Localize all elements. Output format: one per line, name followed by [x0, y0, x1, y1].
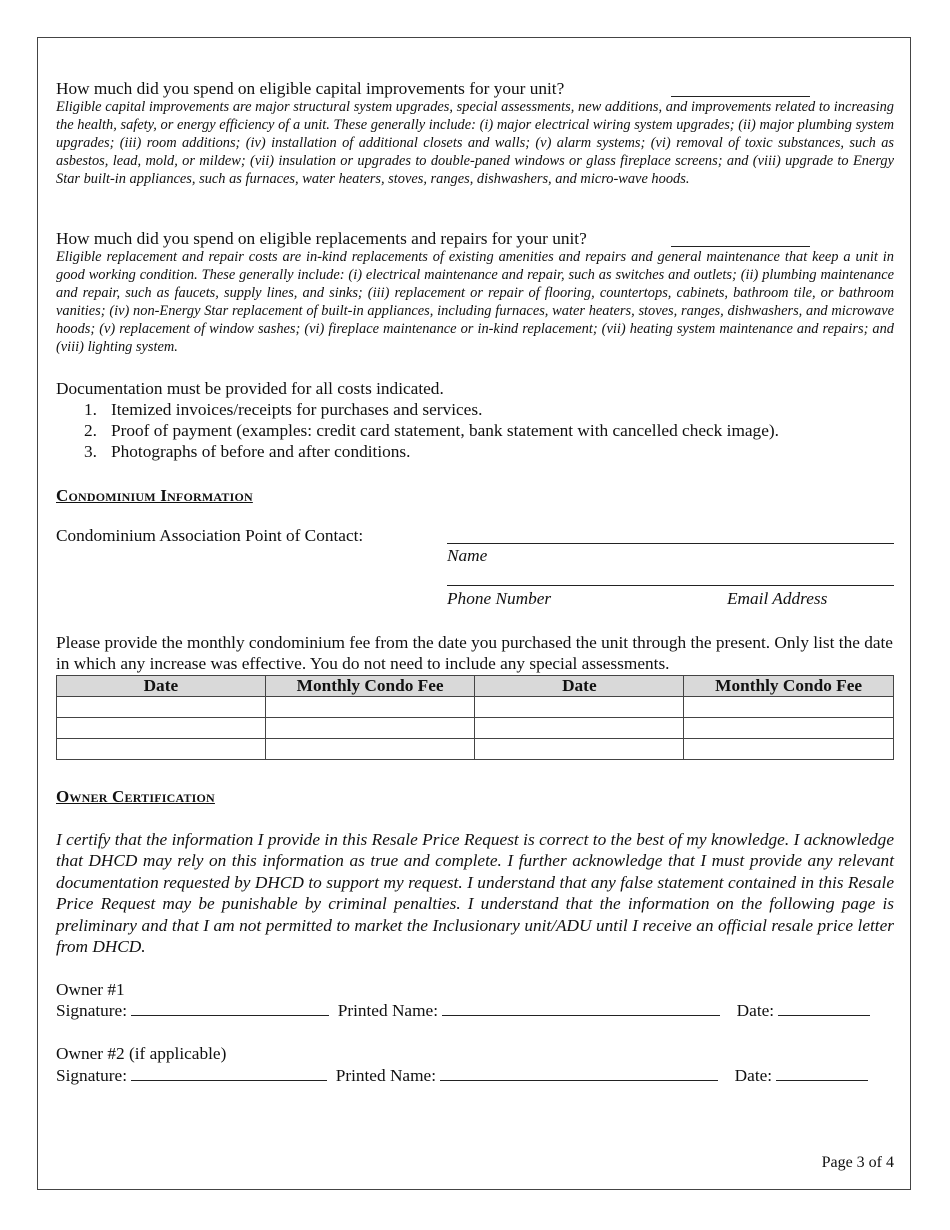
- name-label: Name: [447, 546, 488, 565]
- table-cell[interactable]: [475, 718, 684, 739]
- printed-name-label: Printed Name:: [337, 1001, 439, 1020]
- table-cell[interactable]: [265, 739, 475, 760]
- documentation-intro: Documentation must be provided for all costs indicated.: [56, 379, 444, 398]
- capital-question: How much did you spend on eligible capital improvements for your unit?: [56, 79, 565, 98]
- repairs-note: Eligible replacement and repair costs are in-kind replacements of existing amenities and repairs and general maintenance that keep a unit in good working condition. These generally include: (i) electrical maintenance and repair, such as switches and outlets; (ii) plumbing maintenance and repair, such as faucets, supply lines, and sinks; (iii) replacement or repair of flooring, countertops, cabinets, bathroom tile, or bathroom vanities; (iv) non-Energy Star replacement of built-in appliances, including furnaces, water heaters, stoves, ranges, dishwashers, and microwave hoods; (v) replacement of window sashes; (vi) fireplace maintenance or in-kind replacement; (vii) heating system maintenance and repairs; and (viii) lighting system.: [56, 249, 894, 355]
- table-row: [57, 718, 894, 739]
- condo-fee-table: [56, 675, 894, 760]
- repairs-question: How much did you spend on eligible replacements and repairs for your unit?: [56, 229, 587, 248]
- table-header-row: [57, 676, 894, 697]
- certification-text: I certify that the information I provide in this Resale Price Request is correct to the best of my knowledge. I acknowledge that DHCD may rely on this information as true and complete. I further acknowledge that I must provide any relevant documentation requested by DHCD to support my request. I understand that any false statement contained in this Resale Price Request may be punishable by criminal penalties. I understand that the information on the following page is preliminary and that I am not permitted to market the Inclusionary unit/ADU until I receive an official resale price letter from DHCD.: [56, 830, 894, 957]
- table-cell[interactable]: [57, 718, 266, 739]
- repairs-amount-field[interactable]: [671, 246, 810, 247]
- owner2-signature-row: [56, 1065, 868, 1086]
- col-header-date: Date: [57, 676, 266, 697]
- date-label: Date:: [734, 1066, 773, 1085]
- owner2-title: Owner #2 (if applicable): [56, 1044, 227, 1063]
- page-number: Page 3 of 4: [821, 1154, 894, 1171]
- capital-note: Eligible capital improvements are major structural system upgrades, special assessments, new additions, and improvements related to increasing the health, safety, or energy efficiency of a unit. These generally include: (i) major electrical wiring system upgrades; (ii) major plumbing system upgrades; (iii) room additions; (iv) installation of additional closets and walls; (v) alarm systems; (vi) removal of toxic substances, such as asbestos, lead, mold, or mildew; (vii) insulation or upgrades to double-paned windows or glass fireplace screens; and (viii) upgrade to Energy Star built-in appliances, such as furnaces, water heaters, stoves, ranges, dishwashers, and micro-wave hoods.: [56, 99, 894, 187]
- contact-label: Condominium Association Point of Contact:: [56, 526, 364, 545]
- owner1-printed-name-field[interactable]: [442, 1001, 720, 1016]
- certification-heading: Owner Certification: [56, 787, 215, 806]
- owner2-date-field[interactable]: [776, 1066, 868, 1081]
- contact-phone-email-field[interactable]: [447, 585, 894, 586]
- date-label: Date:: [736, 1001, 775, 1020]
- fee-instructions: Please provide the monthly condominium fee from the date you purchased the unit through the present. Only list the date in which any increase was effective. You do not need to include any special assessments.: [56, 633, 893, 673]
- table-row: [57, 697, 894, 718]
- documentation-item: 1. Itemized invoices/receipts for purchases and services.: [84, 400, 483, 419]
- table-cell[interactable]: [684, 739, 894, 760]
- contact-name-field[interactable]: [447, 543, 894, 544]
- table-row: [57, 739, 894, 760]
- owner2-signature-field[interactable]: [131, 1066, 327, 1081]
- documentation-item: 3. Photographs of before and after conditions.: [84, 442, 411, 461]
- documentation-list: [56, 399, 896, 462]
- table-cell[interactable]: [684, 718, 894, 739]
- col-header-monthly-fee: Monthly Condo Fee: [684, 676, 894, 697]
- email-label: Email Address: [727, 589, 828, 608]
- printed-name-label: Printed Name:: [335, 1066, 437, 1085]
- condo-heading: Condominium Information: [56, 486, 253, 505]
- signature-label: Signature:: [56, 1001, 128, 1020]
- table-cell[interactable]: [684, 697, 894, 718]
- documentation-item: 2. Proof of payment (examples: credit card statement, bank statement with cancelled check image).: [84, 421, 779, 440]
- table-cell[interactable]: [57, 697, 266, 718]
- col-header-date: Date: [475, 676, 684, 697]
- table-cell[interactable]: [475, 739, 684, 760]
- owner2-printed-name-field[interactable]: [440, 1066, 718, 1081]
- signature-label: Signature:: [56, 1066, 128, 1085]
- capital-amount-field[interactable]: [671, 96, 810, 97]
- table-cell[interactable]: [265, 697, 475, 718]
- owner1-date-field[interactable]: [778, 1001, 870, 1016]
- table-cell[interactable]: [475, 697, 684, 718]
- col-header-monthly-fee: Monthly Condo Fee: [265, 676, 475, 697]
- phone-label: Phone Number: [447, 589, 552, 608]
- table-cell[interactable]: [57, 739, 266, 760]
- owner1-signature-field[interactable]: [131, 1001, 329, 1016]
- owner1-signature-row: [56, 1000, 870, 1021]
- owner1-title: Owner #1: [56, 980, 125, 999]
- table-cell[interactable]: [265, 718, 475, 739]
